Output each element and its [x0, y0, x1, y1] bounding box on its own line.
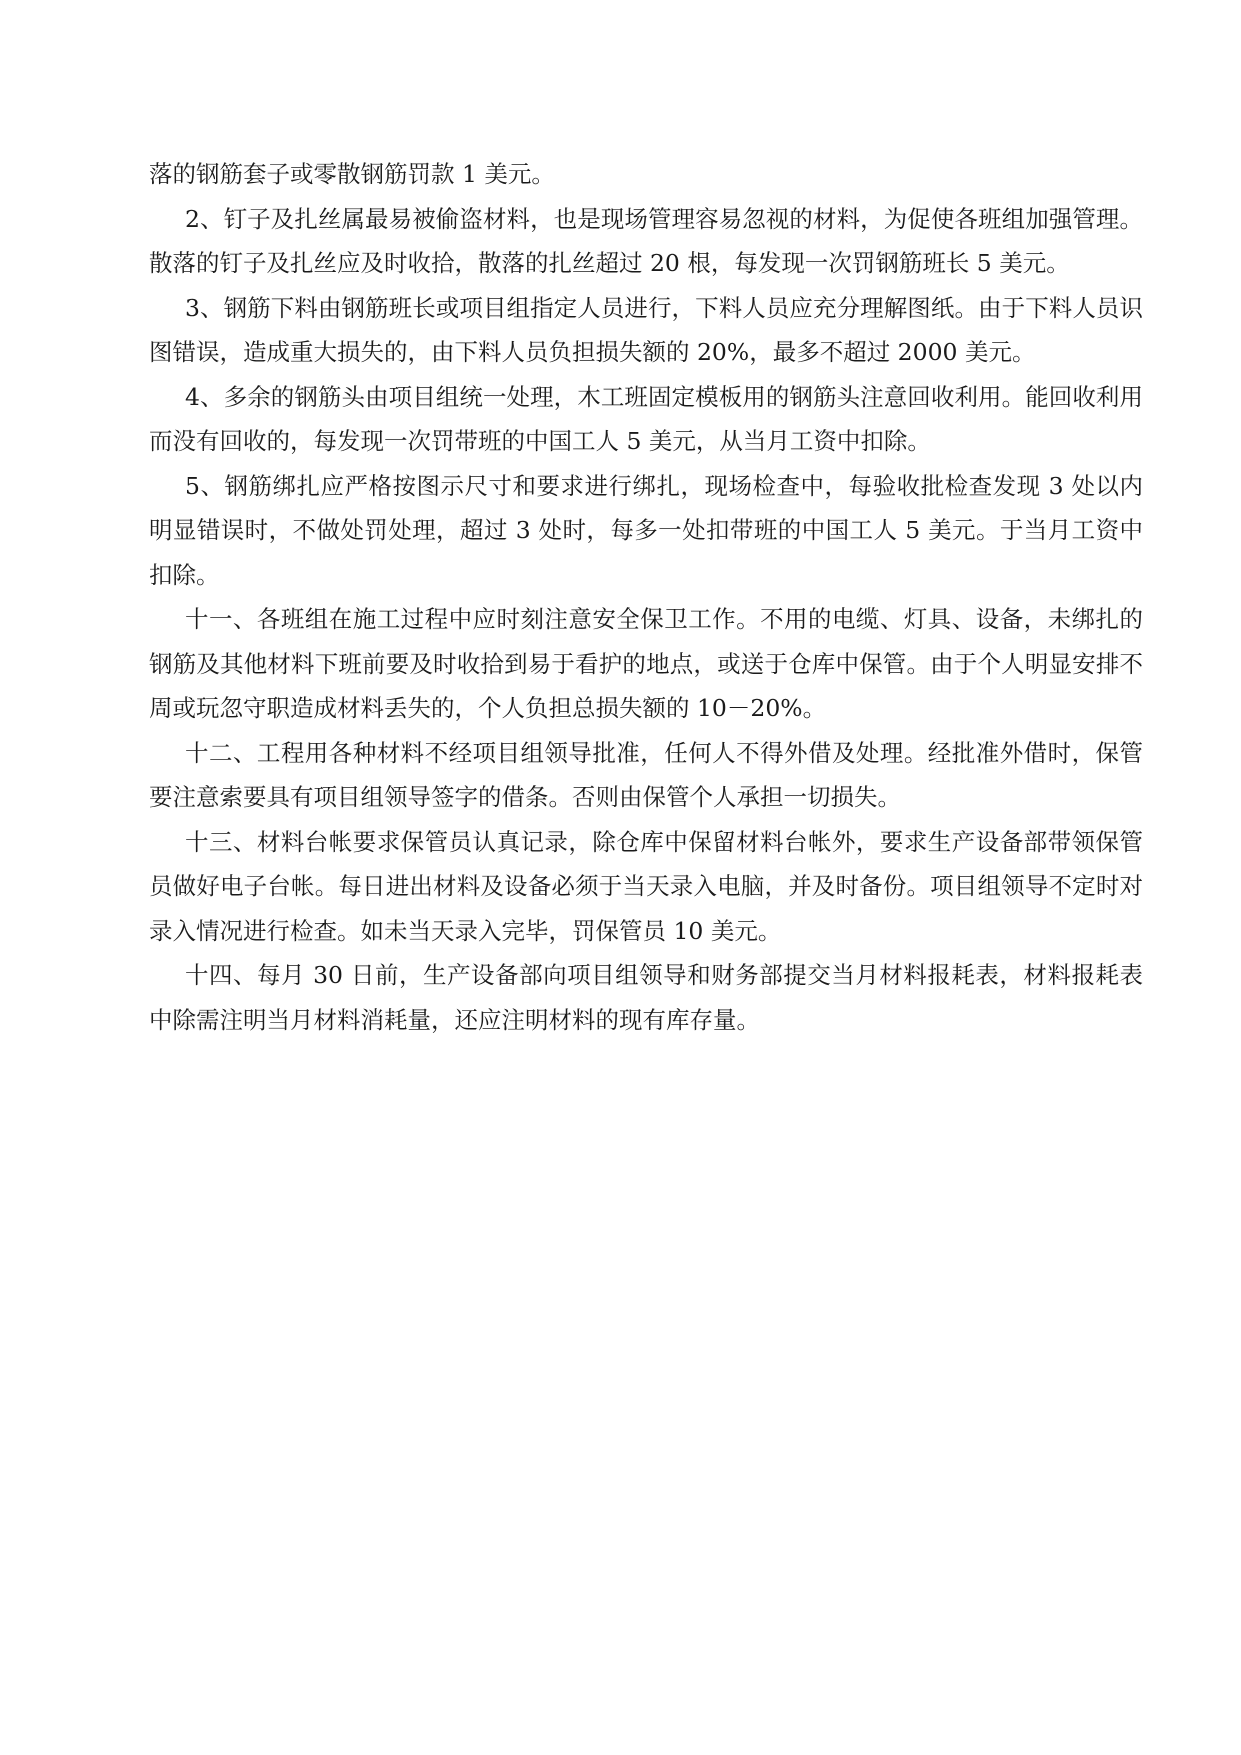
paragraph-item-3: 3、钢筋下料由钢筋班长或项目组指定人员进行，下料人员应充分理解图纸。由于下料人员识图错误，造成重大损失的，由下料人员负担损失额的 20%，最多不超过 2000 美元。: [149, 293, 1143, 366]
paragraph-section-12: 十二、工程用各种材料不经项目组领导批准，任何人不得外借及处理。经批准外借时，保管要注意索要具有项目组领导签字的借条。否则由保管个人承担一切损失。: [149, 738, 1143, 811]
paragraph-item-5: 5、钢筋绑扎应严格按图示尺寸和要求进行绑扎，现场检查中，每验收批检查发现 3 处以内明显错误时，不做处罚处理，超过 3 处时，每多一处扣带班的中国工人 5 美元。于当月工资中扣除。: [149, 471, 1143, 589]
document-body: [149, 152, 1143, 1042]
paragraph-continuation: 落的钢筋套子或零散钢筋罚款 1 美元。: [149, 160, 555, 188]
paragraph-section-13: 十三、材料台帐要求保管员认真记录，除仓库中保留材料台帐外，要求生产设备部带领保管员做好电子台帐。每日进出材料及设备必须于当天录入电脑，并及时备份。项目组领导不定时对录入情况进行检查。如未当天录入完毕，罚保管员 10 美元。: [149, 827, 1143, 945]
paragraph-section-11: 十一、各班组在施工过程中应时刻注意安全保卫工作。不用的电缆、灯具、设备，未绑扎的钢筋及其他材料下班前要及时收拾到易于看护的地点，或送于仓库中保管。由于个人明显安排不周或玩忽守职造成材料丢失的，个人负担总损失额的 10－20%。: [149, 605, 1143, 722]
paragraph-section-14: 十四、每月 30 日前，生产设备部向项目组领导和财务部提交当月材料报耗表，材料报耗表中除需注明当月材料消耗量，还应注明材料的现有库存量。: [149, 961, 1143, 1034]
paragraph-item-4: 4、多余的钢筋头由项目组统一处理，木工班固定模板用的钢筋头注意回收利用。能回收利用而没有回收的，每发现一次罚带班的中国工人 5 美元，从当月工资中扣除。: [149, 382, 1143, 455]
paragraph-item-2: 2、钉子及扎丝属最易被偷盗材料，也是现场管理容易忽视的材料，为促使各班组加强管理。散落的钉子及扎丝应及时收拾，散落的扎丝超过 20 根，每发现一次罚钢筋班长 5 美元。: [149, 204, 1143, 277]
